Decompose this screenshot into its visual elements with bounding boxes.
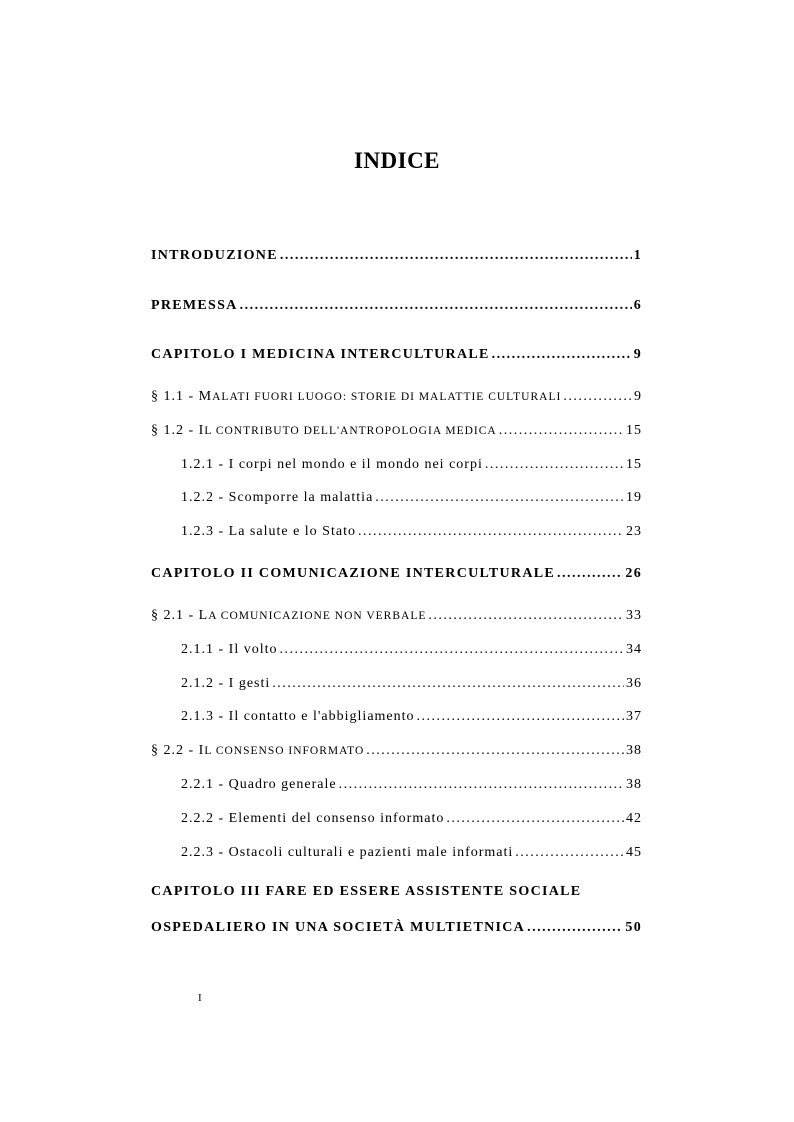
section-initial: M <box>198 389 213 404</box>
toc-entry-title: 1.2.3 - La salute e lo Stato <box>181 524 356 539</box>
toc-entry-page: 38 <box>626 743 642 758</box>
toc-entry-page: 34 <box>626 642 642 657</box>
toc-entry-capitolo-1[interactable] <box>151 347 642 363</box>
section-prefix: § 2.2 - <box>151 743 199 758</box>
toc-entry-page: 36 <box>626 676 642 691</box>
toc-entry-page: 26 <box>625 566 642 581</box>
toc-entry-page: 45 <box>626 845 642 860</box>
toc-entry-title: OSPEDALIERO IN UNA SOCIETÀ MULTIETNICA <box>151 920 526 935</box>
toc-entry-subsection-1-2-3[interactable] <box>181 524 642 540</box>
toc-entry-title: 2.2.3 - Ostacoli culturali e pazienti male informati <box>181 845 514 860</box>
toc-entry-subsection-2-1-2[interactable] <box>181 676 642 692</box>
toc-entry-title: INTRODUZIONE <box>151 248 278 263</box>
toc-entry-page: 50 <box>625 920 642 935</box>
toc-entry-capitolo-3-line1[interactable]: CAPITOLO III FARE ED ESSERE ASSISTENTE SOCIALE <box>151 884 582 899</box>
toc-entry-page: 42 <box>626 811 642 826</box>
toc-entry-title: CAPITOLO I MEDICINA INTERCULTURALE <box>151 347 490 362</box>
toc-entry-capitolo-2[interactable] <box>151 566 642 582</box>
toc-entry-title <box>151 743 364 759</box>
toc-entry-page: 9 <box>634 389 642 404</box>
dot-leader <box>557 566 623 582</box>
toc-entry-page: 19 <box>626 490 642 505</box>
dot-leader <box>417 709 624 725</box>
dot-leader <box>375 490 624 506</box>
toc-entry-title: 1.2.1 - I corpi nel mondo e il mondo nei corpi <box>181 457 483 472</box>
toc-entry-title <box>151 423 497 439</box>
toc-entry-subsection-2-2-1[interactable] <box>181 777 642 793</box>
dot-leader <box>358 524 624 540</box>
toc-entry-subsection-2-1-1[interactable] <box>181 642 642 658</box>
toc-entry-subsection-1-2-1[interactable] <box>181 457 642 473</box>
toc-entry-page: 6 <box>633 298 642 313</box>
page-title: INDICE <box>353 148 441 173</box>
dot-leader <box>485 457 624 473</box>
toc-entry-title: 1.2.2 - Scomporre la malattia <box>181 490 374 505</box>
toc-entry-section-1-1[interactable] <box>151 389 642 405</box>
section-initial: I <box>198 423 205 438</box>
dot-leader <box>339 777 624 793</box>
toc-entry-page: 38 <box>626 777 642 792</box>
dot-leader <box>428 608 624 624</box>
section-initial: I <box>198 743 205 758</box>
dot-leader <box>280 248 632 264</box>
dot-leader <box>280 642 625 658</box>
dot-leader <box>563 389 632 405</box>
toc-entry-subsection-2-2-2[interactable] <box>181 811 642 827</box>
section-title-rest: ALATI FUORI LUOGO: STORIE DI MALATTIE CULTURALI <box>212 391 562 403</box>
toc-entry-title: PREMESSA <box>151 298 238 313</box>
section-prefix: § 2.1 - <box>151 608 199 623</box>
toc-entry-page: 23 <box>626 524 642 539</box>
toc-entry-title: 2.1.2 - I gesti <box>181 676 271 691</box>
toc-entry-title: 2.1.1 - Il volto <box>181 642 278 657</box>
toc-entry-page: 9 <box>633 347 642 362</box>
toc-entry-title: 2.2.2 - Elementi del consenso informato <box>181 811 445 826</box>
toc-entry-section-2-2[interactable] <box>151 743 642 759</box>
dot-leader <box>492 347 632 363</box>
toc-entry-title: 2.1.3 - Il contatto e l'abbigliamento <box>181 709 415 724</box>
toc-entry-premessa[interactable] <box>151 298 642 314</box>
toc-entry-page: 15 <box>626 457 642 472</box>
dot-leader <box>499 423 624 439</box>
toc-entry-introduzione[interactable] <box>151 248 642 264</box>
toc-entry-page: 15 <box>626 423 642 438</box>
dot-leader <box>527 920 623 936</box>
dot-leader <box>515 845 624 861</box>
dot-leader <box>272 676 624 692</box>
dot-leader <box>240 298 632 314</box>
section-prefix: § 1.1 - <box>151 389 199 404</box>
toc-entry-capitolo-3[interactable] <box>151 920 642 936</box>
section-title-rest: L CONTRIBUTO DELL'ANTROPOLOGIA MEDICA <box>204 425 497 437</box>
toc-entry-page: 37 <box>626 709 642 724</box>
dot-leader <box>366 743 624 759</box>
toc-entry-section-1-2[interactable] <box>151 423 642 439</box>
toc-entry-subsection-1-2-2[interactable] <box>181 490 642 506</box>
toc-entry-subsection-2-2-3[interactable] <box>181 845 642 861</box>
toc-entry-title <box>151 389 561 405</box>
toc-entry-page: 33 <box>626 608 642 623</box>
section-prefix: § 1.2 - <box>151 423 199 438</box>
toc-entry-title: 2.2.1 - Quadro generale <box>181 777 337 792</box>
dot-leader <box>446 811 624 827</box>
section-title-rest: L CONSENSO INFORMATO <box>204 745 365 757</box>
toc-entry-subsection-2-1-3[interactable] <box>181 709 642 725</box>
toc-entry-section-2-1[interactable] <box>151 608 642 624</box>
toc-entry-title <box>151 608 426 624</box>
page-number: I <box>198 992 202 1004</box>
section-title-rest: A COMUNICAZIONE NON VERBALE <box>208 610 427 622</box>
section-initial: L <box>198 608 209 623</box>
toc-entry-title: CAPITOLO II COMUNICAZIONE INTERCULTURALE <box>151 566 556 581</box>
toc-entry-page: 1 <box>633 248 642 263</box>
